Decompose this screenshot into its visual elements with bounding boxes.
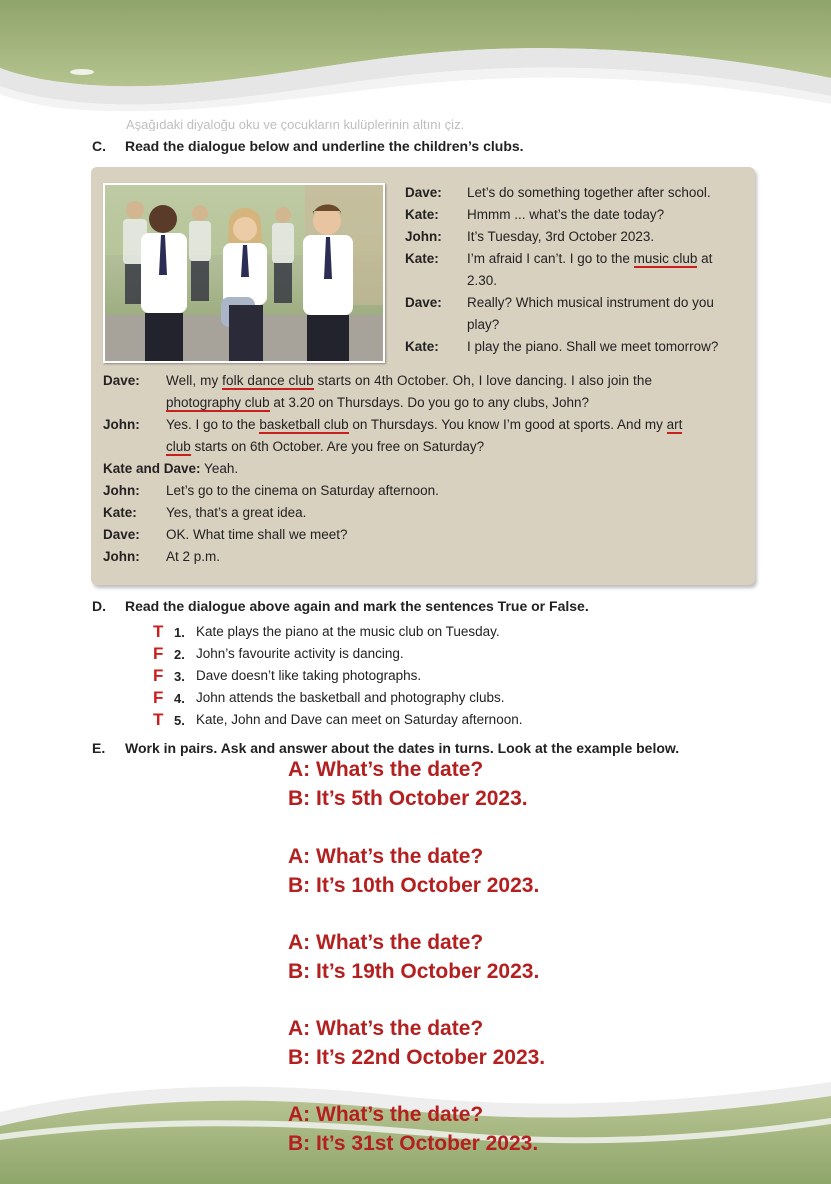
section-e-instruction: Work in pairs. Ask and answer about the dates in turns. Look at the example below. [125,740,680,756]
answer-response: B: It’s 22nd October 2023. [288,1046,546,1069]
section-c-heading [92,138,524,154]
dialogue-line [166,395,589,410]
answer-response: B: It’s 19th October 2023. [288,960,540,983]
section-d-heading [92,598,589,614]
club-underline-photography: photography club [166,395,270,410]
tf-statement: Kate, John and Dave can meet on Saturday afternoon. [196,712,523,727]
club-underline-basketball: basketball club [259,417,349,432]
dialogue-speaker: John: [103,483,140,498]
dialogue-line: I play the piano. Shall we meet tomorrow? [467,339,719,354]
dialogue-speaker: Kate: [405,339,439,354]
club-underline-folk-dance: folk dance club [222,373,314,388]
answer-response: B: It’s 31st October 2023. [288,1132,539,1155]
answer-question: A: What’s the date? [288,1103,484,1126]
club-underline-art-2: club [166,439,191,454]
section-c-letter: C. [92,138,106,154]
true-false-mark: F [153,644,164,663]
dialogue-speaker: John: [405,229,442,244]
item-number: 2. [174,647,185,662]
dialogue-speaker: Dave: [103,373,140,388]
section-c-instruction: Read the dialogue below and underline the children’s clubs. [125,138,524,154]
tf-statement: Dave doesn’t like taking photographs. [196,668,422,683]
answer-question: A: What’s the date? [288,845,484,868]
dialogue-line: OK. What time shall we meet? [166,527,348,542]
true-false-mark: T [153,622,164,641]
dialogue-text: Yes. I go to the [166,417,260,432]
tf-statement: John attends the basketball and photography clubs. [196,690,505,705]
header-wave-decoration [0,0,831,120]
dialogue-line: Let’s go to the cinema on Saturday afternoon. [166,483,439,498]
dialogue-speaker: John: [103,417,140,432]
dialogue-line: Yes, that’s a great idea. [166,505,307,520]
item-number: 4. [174,691,185,706]
answer-question: A: What’s the date? [288,931,484,954]
item-number: 1. [174,625,185,640]
dialogue-speaker: Dave: [405,185,442,200]
dialogue-text: starts on 6th October. Are you free on Saturday? [190,439,485,454]
item-number: 3. [174,669,185,684]
true-false-mark: T [153,710,164,729]
dialogue-speaker: Kate: [405,251,439,266]
students-photo [103,183,385,363]
tf-statement: Kate plays the piano at the music club on Tuesday. [196,624,500,639]
section-d-instruction: Read the dialogue above again and mark the sentences True or False. [125,598,589,614]
dialogue-line: 2.30. [467,273,498,288]
dialogue-line: It’s Tuesday, 3rd October 2023. [467,229,655,244]
dialogue-line [467,251,712,266]
item-number: 5. [174,713,185,728]
dialogue-speaker: John: [103,549,140,564]
dialogue-speaker: Dave: [103,527,140,542]
dialogue-speaker: Kate and Dave: [103,461,201,476]
dialogue-text: Well, my [166,373,223,388]
tf-statement: John’s favourite activity is dancing. [196,646,404,661]
dialogue-speaker: Dave: [405,295,442,310]
dialogue-speaker: Kate: [103,505,137,520]
answer-question: A: What’s the date? [288,758,484,781]
dialogue-line [103,461,238,476]
dialogue-line [166,373,652,388]
dialogue-line: Hmmm ... what’s the date today? [467,207,665,222]
dialogue-text: at 3.20 on Thursdays. Do you go to any clubs, John? [269,395,590,410]
dialogue-text: I’m afraid I can’t. I go to the [467,251,634,266]
dialogue-line: play? [467,317,500,332]
dialogue-text: Yeah. [200,461,239,476]
club-underline-music: music club [633,251,698,266]
dialogue-line: Really? Which musical instrument do you [467,295,714,310]
faded-translation-line: Aşağıdaki diyaloğu oku ve çocukların kulüplerinin altını çiz. [126,117,465,131]
section-e-heading [92,740,679,756]
section-d-letter: D. [92,598,106,614]
dialogue-line [166,417,682,432]
dialogue-speaker: Kate: [405,207,439,222]
answer-response: B: It’s 5th October 2023. [288,787,528,810]
true-false-mark: F [153,688,164,707]
dialogue-line [166,439,484,454]
dialogue-text: on Thursdays. You know I’m good at sports. And my [348,417,667,432]
footer-wave-decoration [0,1074,831,1184]
dialogue-text: at [697,251,713,266]
dialogue-line: At 2 p.m. [166,549,221,564]
answer-response: B: It’s 10th October 2023. [288,874,540,897]
dialogue-line: Let’s do something together after school. [467,185,711,200]
section-e-letter: E. [92,740,106,756]
true-false-mark: F [153,666,164,685]
dialogue-text: starts on 4th October. Oh, I love dancing. I also join the [313,373,653,388]
answer-question: A: What’s the date? [288,1017,484,1040]
club-underline-art: art [666,417,683,432]
